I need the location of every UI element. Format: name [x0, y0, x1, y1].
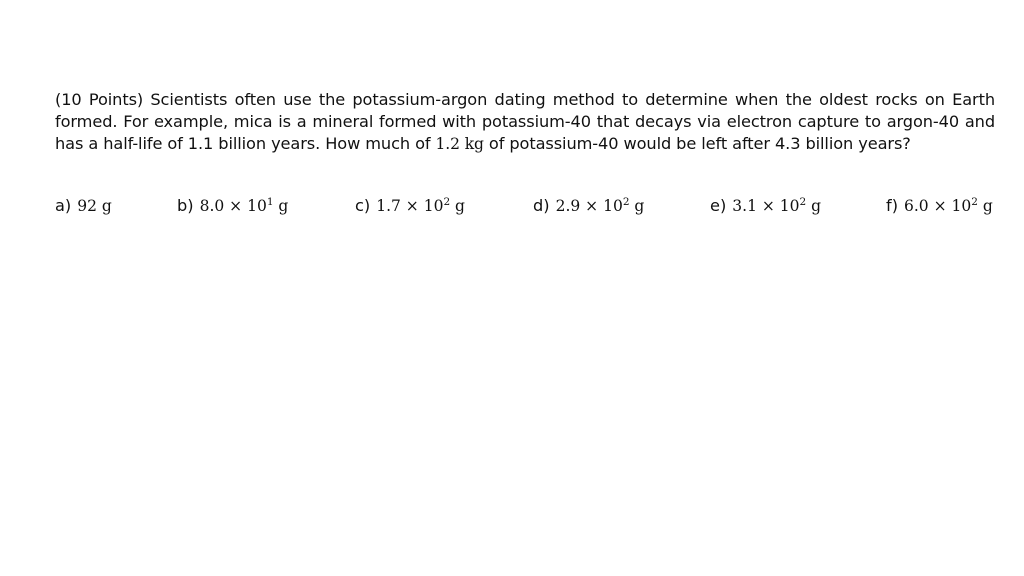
answer-choices — [55, 194, 1000, 220]
choice-base: 92 g — [77, 197, 112, 215]
choice-unit: g — [450, 197, 465, 215]
choice-exponent: 1 — [266, 196, 274, 208]
choice-letter: f) — [886, 196, 899, 215]
choice-base: 8.0 × 10 — [199, 197, 267, 215]
choice-value — [556, 197, 645, 215]
choice-value — [376, 197, 465, 215]
question-lead: (10 Points) Scientists often use the potassium-argon dating method to determine when the oldest rocks on Earth formed. For example, mica is a mineral formed with potassium-40 that decays via electron capture to argon-40 and has a half-life of 1.1 billion years. How much of — [55, 90, 995, 153]
choice-e[interactable] — [710, 194, 821, 218]
choice-a[interactable] — [55, 194, 112, 218]
choice-unit: g — [273, 197, 289, 215]
choice-unit: g — [806, 197, 822, 215]
choice-letter: d) — [533, 196, 550, 215]
choice-letter: a) — [55, 196, 72, 215]
choice-d[interactable] — [533, 194, 644, 218]
choice-unit: g — [629, 197, 645, 215]
choice-letter: b) — [177, 196, 194, 215]
choice-exponent: 2 — [971, 196, 978, 208]
choice-b[interactable] — [177, 194, 288, 218]
choice-value — [732, 197, 821, 215]
choice-value — [77, 197, 112, 215]
choice-exponent: 2 — [622, 196, 630, 208]
choice-exponent: 2 — [443, 196, 451, 208]
choice-c[interactable] — [355, 194, 465, 218]
choice-exponent: 2 — [799, 196, 807, 208]
question-tail: of potassium-40 would be left after 4.3 billion years? — [483, 134, 911, 153]
choice-base: 1.7 × 10 — [376, 197, 444, 215]
choice-letter: c) — [355, 196, 371, 215]
choice-value — [200, 197, 289, 215]
choice-base: 2.9 × 10 — [555, 197, 623, 215]
choice-letter: e) — [710, 196, 727, 215]
choice-base: 6.0 × 10 — [904, 197, 972, 215]
choice-base: 3.1 × 10 — [732, 197, 800, 215]
question-mass: 1.2 kg — [435, 135, 484, 153]
question-text — [55, 89, 995, 155]
choice-unit: g — [977, 197, 993, 215]
choice-value — [904, 197, 993, 215]
choice-f[interactable] — [886, 194, 993, 218]
